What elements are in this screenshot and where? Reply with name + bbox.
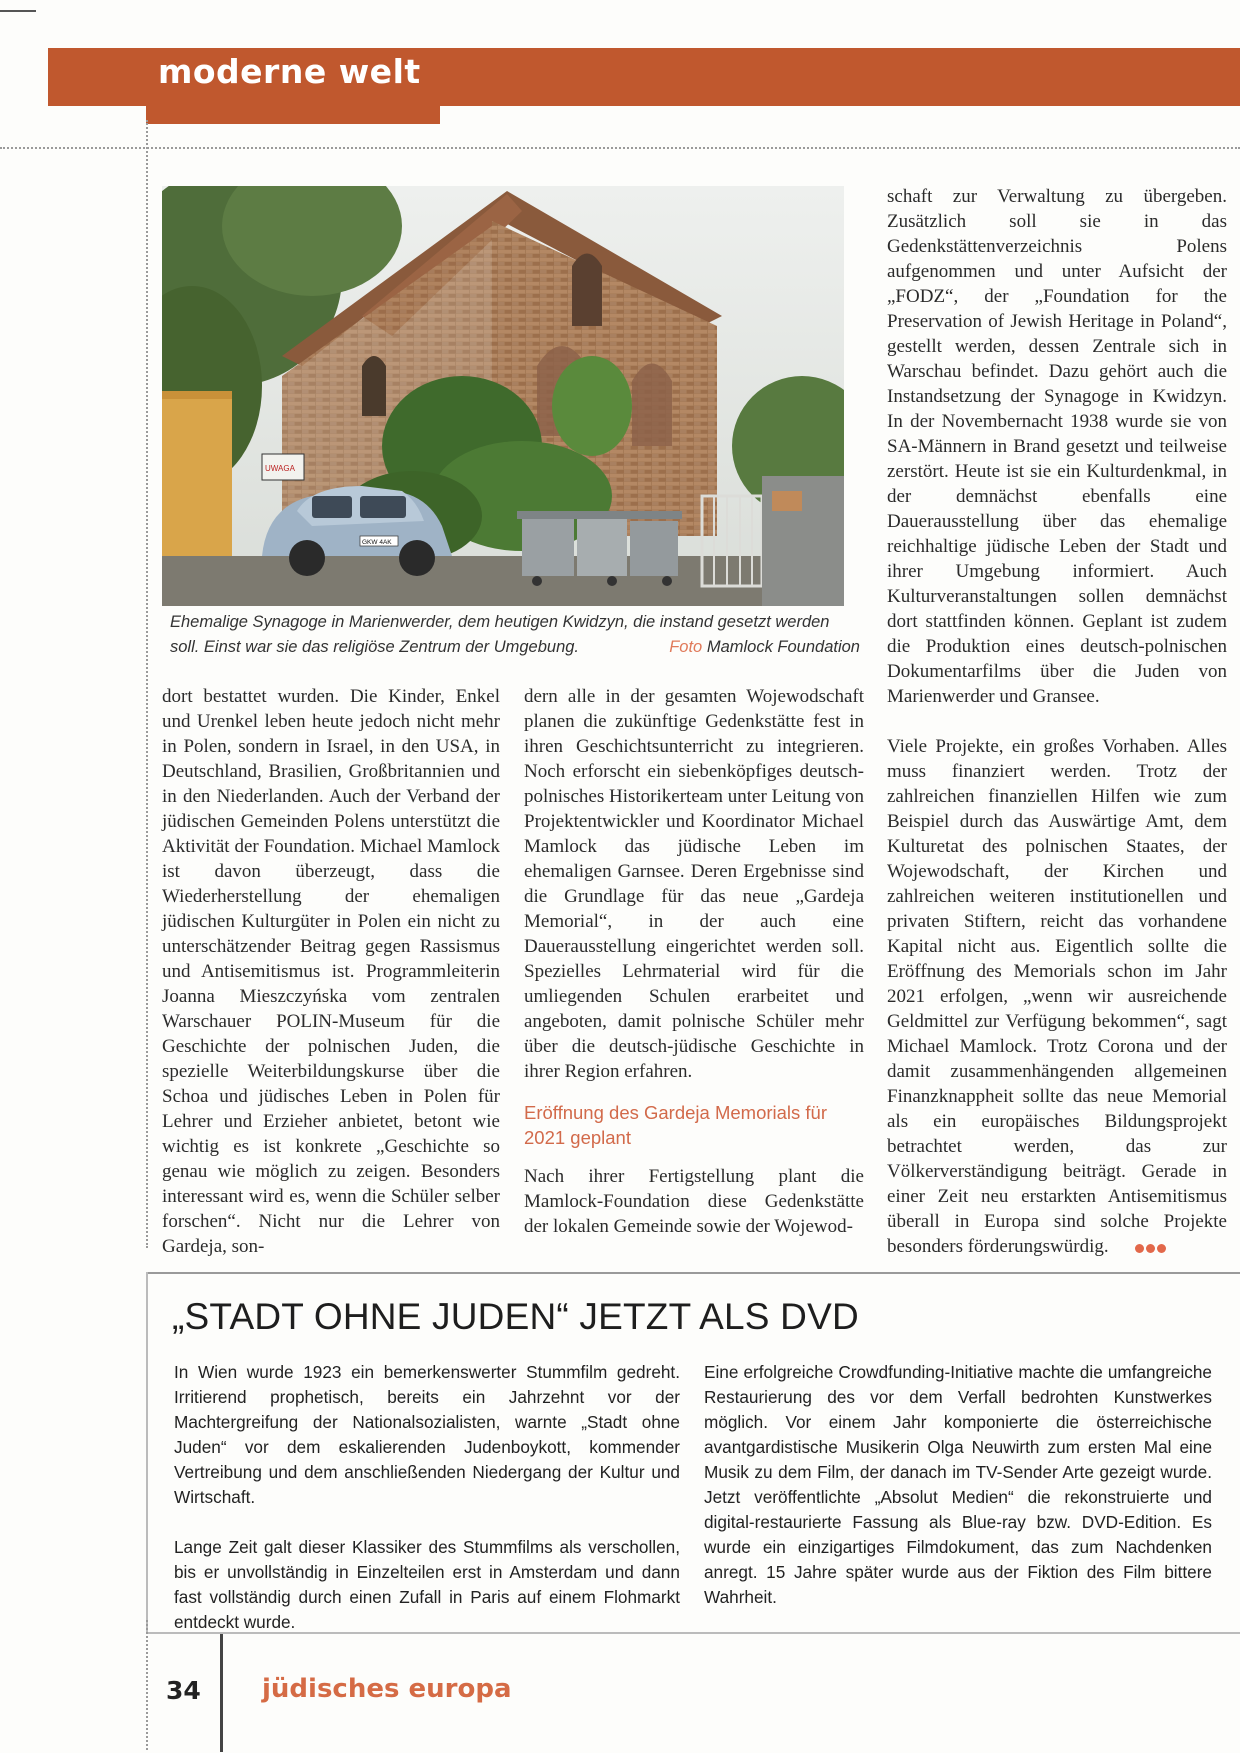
credit-label: Foto bbox=[669, 638, 703, 656]
box-column-1 bbox=[174, 1360, 680, 1635]
article-paragraph: dort bestattet wurden. Die Kinder, Enkel und Urenkel leben heute jedoch nicht mehr in Polen, sondern in Israel, in den USA, in Deutschland, Brasilien, Großbritannien und in den Niederlanden. Auch der Verband der jüdischen Gemeinden Polens unterstützt die Aktivität der Foundation. Michael Mamlock ist davon überzeugt, dass die Wiederherstellung der ehemaligen jüdischen Kulturgüter in Polen ein nicht zu unterschätzender Beitrag gegen Rassismus und Antisemitismus ist. Programmleiterin Joanna Mieszczyńska vom zentralen Warschauer POLIN-Museum für die Geschichte der polnischen Juden, die spezielle Weiterbildungskurse über die Schoa und jüdisches Leben in Polen für Lehrer und Erzieher anbietet, betont wie wichtig es ist konkrete „Geschichte so genau wie möglich zu zeigen. Besonders interessant wird es, wenn die Schüler selber forschen“. Nicht nur die Lehrer von Gardeja, son- bbox=[162, 686, 500, 1257]
license-plate-text: GKW 4AK bbox=[362, 539, 392, 546]
crop-mark bbox=[0, 10, 36, 12]
article-column-1 bbox=[162, 684, 500, 1259]
box-column-2 bbox=[704, 1360, 1212, 1610]
warning-sign-text: UWAGA bbox=[265, 464, 295, 473]
article-paragraph: Nach ihrer Fertigstellung plant die Mamlock-Foundation diese Gedenkstätte der lokalen Gemeinde sowie der Wojewod- bbox=[524, 1166, 864, 1237]
box-top-border bbox=[146, 1272, 1240, 1274]
page-number: 34 bbox=[166, 1676, 201, 1705]
footer-divider bbox=[220, 1634, 223, 1752]
article-column-2 bbox=[524, 684, 864, 1239]
end-of-article-dots-icon bbox=[1135, 1235, 1168, 1260]
credit-name: Mamlock Foundation bbox=[706, 638, 860, 656]
synagogue-photo bbox=[162, 186, 844, 606]
article-paragraph: schaft zur Verwaltung zu übergeben. Zusätzlich soll sie in das Gedenkstättenverzeichnis Polens aufgenommen und unter Aufsicht der „FODZ“, der „Foundation for the Preservation of Jewish Heritage in Poland“, gestellt werden, dessen Zentrale sich in Warschau befindet. Dazu gehört auch die Instandsetzung der Synagoge in Kwidzyn. In der Novembernacht 1938 wurde sie von SA-Männern in Brand gesetzt und teilweise zerstört. Heute ist sie ein Kulturdenkmal, in der demnächst ebenfalls eine Dauerausstellung über das ehemalige reichhaltige jüdische Leben der Stadt und ihrer Umgebung informiert. Auch Kulturveranstaltungen sollen demnächst dort stattfinden können. Geplant ist zudem die Produktion eines deutsch-polnischen Dokumentarfilms über die Juden von Marienwerder und Gransee. bbox=[887, 186, 1227, 707]
section-title: moderne welt bbox=[158, 52, 421, 91]
article-paragraph-final bbox=[887, 734, 1227, 1260]
article-paragraph: dern alle in der gesamten Wojewodschaft planen die zukünftige Gedenkstätte fest in ihren Geschichtsunterricht zu integrieren. Noch erforscht ein siebenköpfiges deutsch-polnisches Historikerteam unter Leitung von Projektentwickler und Koordinator Michael Mamlock das jüdische Leben im ehemaligen Garnsee. Deren Ergebnisse sind die Grundlage für das neue „Gardeja Memorial“, in der auch eine Dauerausstellung eingerichtet werden soll. Spezielles Lehrmaterial wird für die umliegenden Schulen erarbeitet und angeboten, damit polnische Schüler mehr über die deutsch-jüdische Geschichte in ihrer Region erfahren. bbox=[524, 686, 864, 1082]
magazine-name: jüdisches europa bbox=[262, 1674, 512, 1704]
article-final-text: Viele Projekte, ein großes Vorhaben. Alles muss finanziert werden. Trotz der zahlreichen finanziellen Hilfen wie zum Beispiel durch das Auswärtige Amt, dem Kulturetat des polnischen Staates, der Wojewodschaft, der Kirchen und zahlreichen weiteren institutionellen und privaten Stiftern, reicht das vorhandene Kapital nicht aus. Eigentlich sollte die Eröffnung des Memorials schon im Jahr 2021 erfolgen, „wenn wir ausreichende Geldmittel zur Verfügung bekommen“, sagt Michael Mamlock. Trotz Corona und der damit zusammenhängenden allgemeinen Finanzknappheit sollte das neue Memorial als ein europäisches Bildungsprojekt betrachtet werden, das zur Völkerverständigung beiträgt. Gerade in einer Zeit neu erstarkten Antisemitismus überall in Europa sind solche Projekte besonders förderungswürdig. bbox=[887, 736, 1227, 1257]
dotted-divider-horizontal bbox=[0, 147, 1240, 149]
caption-credit bbox=[669, 635, 860, 660]
dotted-divider-footer bbox=[146, 1620, 148, 1750]
box-left-border bbox=[146, 1272, 148, 1632]
box-title: „STADT OHNE JUDEN“ JETZT ALS DVD bbox=[172, 1296, 859, 1337]
dotted-divider-vertical bbox=[146, 120, 148, 1248]
box-paragraph: Eine erfolgreiche Crowdfunding-Initiative machte die umfangreiche Restaurierung des vor dem Verfall bedrohten Kunstwerkes möglich. Vor einem Jahr komponierte die österreichische avantgardistische Musikerin Olga Neuwirth zum ersten Mal eine Musik zu dem Film, der danach im TV-Sender Arte gezeigt wurde. Jetzt veröffentlichte „Absolut Medien“ die rekonstruierte und digital-restaurierte Fassung als Blue-ray bzw. DVD-Edition. Es wurde ein einzigartiges Filmdokument, das zum Nachdenken anregt. 15 Jahre später wurde aus der Fiktion des Film bittere Wahrheit. bbox=[704, 1362, 1212, 1607]
photo-caption bbox=[170, 610, 860, 660]
box-paragraph: Lange Zeit galt dieser Klassiker des Stummfilms als verschollen, bis er unvollständig in Einzelteilen erst in Amsterdam und dann fast vollständig durch einen Zufall in Paris auf einem Flohmarkt entdeckt wurde. bbox=[174, 1537, 680, 1632]
article-subheading: Eröffnung des Gardeja Memorials für 2021 geplant bbox=[524, 1102, 828, 1148]
box-paragraph: In Wien wurde 1923 ein bemerkenswerter Stummfilm gedreht. Irritierend prophetisch, bereits ein Jahrzehnt vor der Machtergreifung der Nationalsozialisten, warnte „Stadt ohne Juden“ vor dem eskalierenden Judenboykott, kommender Vertreibung und dem anschließenden Niedergang der Kultur und Wirtschaft. bbox=[174, 1362, 680, 1507]
article-column-3 bbox=[887, 184, 1227, 1260]
caption-text: Ehemalige Synagoge in Marienwerder, dem heutigen Kwidzyn, die instand gesetzt werden soll. Einst war sie das religiöse Zentrum der Umgebung. bbox=[170, 613, 830, 656]
